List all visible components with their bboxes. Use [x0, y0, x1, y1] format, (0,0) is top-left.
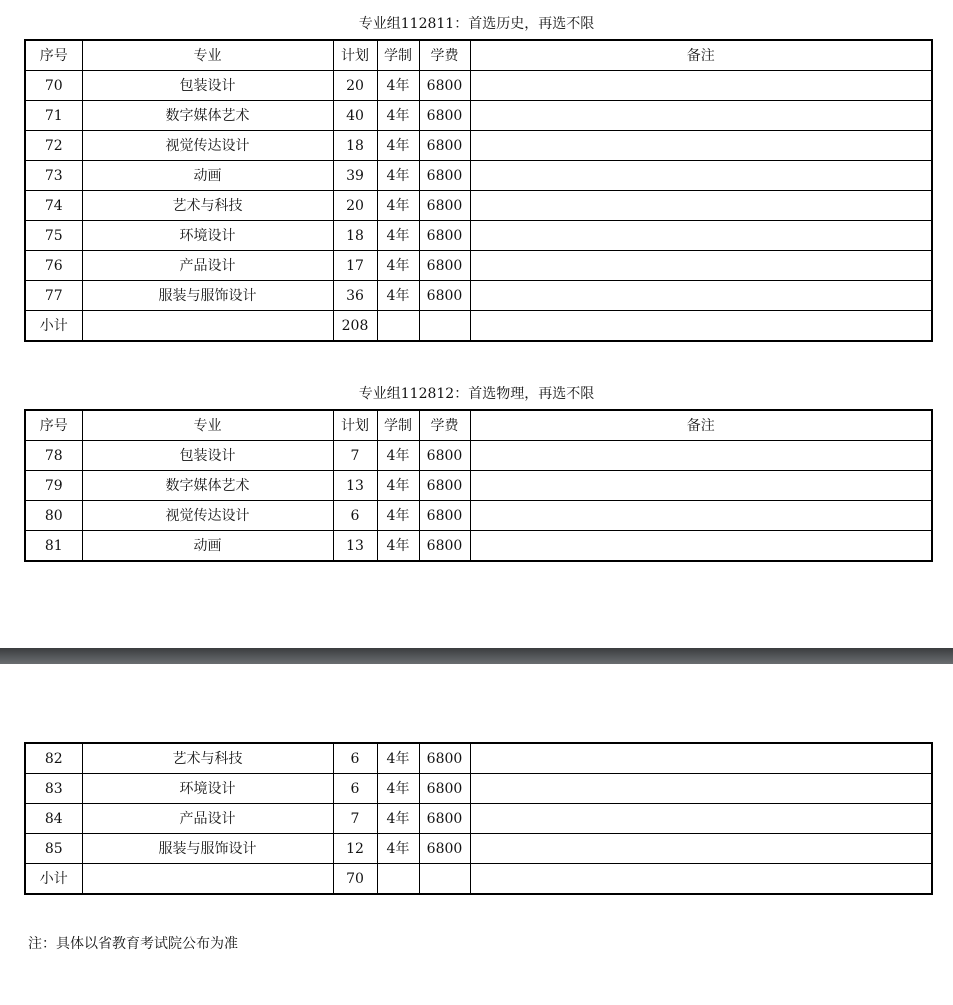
cell-tuition: 6800 [419, 191, 470, 221]
cell-duration: 学制 [377, 410, 419, 441]
cell-major [82, 864, 333, 895]
cell-duration: 4年 [377, 71, 419, 101]
table-row [25, 531, 932, 562]
cell-remarks [470, 71, 932, 101]
cell-major: 动画 [82, 161, 333, 191]
table-row [25, 101, 932, 131]
cell-tuition: 6800 [419, 131, 470, 161]
cell-plan: 7 [333, 441, 377, 471]
table-header-row [25, 410, 932, 441]
cell-duration: 4年 [377, 471, 419, 501]
cell-remarks [470, 221, 932, 251]
cell-major: 包装设计 [82, 441, 333, 471]
cell-index: 73 [25, 161, 82, 191]
table-row [25, 281, 932, 311]
table-row [25, 251, 932, 281]
cell-duration: 4年 [377, 281, 419, 311]
cell-major: 产品设计 [82, 251, 333, 281]
cell-plan: 208 [333, 311, 377, 342]
cell-plan: 12 [333, 834, 377, 864]
cell-tuition [419, 864, 470, 895]
cell-major: 专业 [82, 40, 333, 71]
cell-index: 小计 [25, 311, 82, 342]
cell-tuition: 6800 [419, 251, 470, 281]
cell-remarks [470, 251, 932, 281]
cell-duration: 4年 [377, 131, 419, 161]
cell-plan: 7 [333, 804, 377, 834]
table-row [25, 743, 932, 774]
cell-duration: 4年 [377, 743, 419, 774]
cell-remarks [470, 441, 932, 471]
cell-index: 82 [25, 743, 82, 774]
cell-duration: 4年 [377, 191, 419, 221]
cell-remarks [470, 311, 932, 342]
cell-plan: 13 [333, 531, 377, 562]
cell-major: 产品设计 [82, 804, 333, 834]
cell-index: 序号 [25, 410, 82, 441]
cell-remarks [470, 743, 932, 774]
page-break-bar [0, 648, 953, 664]
cell-remarks [470, 161, 932, 191]
cell-plan: 计划 [333, 40, 377, 71]
cell-duration: 4年 [377, 531, 419, 562]
cell-plan: 6 [333, 501, 377, 531]
cell-index: 76 [25, 251, 82, 281]
cell-index: 74 [25, 191, 82, 221]
cell-index: 85 [25, 834, 82, 864]
cell-duration [377, 864, 419, 895]
cell-plan: 20 [333, 191, 377, 221]
cell-remarks [470, 774, 932, 804]
cell-tuition: 6800 [419, 501, 470, 531]
cell-plan: 36 [333, 281, 377, 311]
cell-major [82, 311, 333, 342]
cell-index: 序号 [25, 40, 82, 71]
cell-index: 80 [25, 501, 82, 531]
cell-index: 84 [25, 804, 82, 834]
cell-major: 视觉传达设计 [82, 501, 333, 531]
cell-plan: 6 [333, 743, 377, 774]
cell-remarks [470, 131, 932, 161]
table-row [25, 804, 932, 834]
group1-table [24, 39, 933, 342]
cell-major: 数字媒体艺术 [82, 101, 333, 131]
cell-plan: 计划 [333, 410, 377, 441]
cell-major: 数字媒体艺术 [82, 471, 333, 501]
cell-index: 70 [25, 71, 82, 101]
cell-duration: 4年 [377, 441, 419, 471]
cell-duration: 4年 [377, 774, 419, 804]
cell-plan: 18 [333, 131, 377, 161]
cell-major: 服装与服饰设计 [82, 834, 333, 864]
cell-plan: 18 [333, 221, 377, 251]
cell-duration [377, 311, 419, 342]
cell-tuition [419, 311, 470, 342]
cell-duration: 4年 [377, 834, 419, 864]
group2-table-page1 [24, 409, 933, 562]
cell-plan: 6 [333, 774, 377, 804]
cell-tuition: 6800 [419, 71, 470, 101]
cell-plan: 70 [333, 864, 377, 895]
cell-remarks [470, 531, 932, 562]
table-row [25, 834, 932, 864]
cell-tuition: 6800 [419, 221, 470, 251]
cell-index: 小计 [25, 864, 82, 895]
cell-major: 艺术与科技 [82, 191, 333, 221]
cell-tuition: 学费 [419, 40, 470, 71]
table-row [25, 441, 932, 471]
cell-tuition: 6800 [419, 743, 470, 774]
cell-duration: 4年 [377, 101, 419, 131]
cell-tuition: 6800 [419, 101, 470, 131]
cell-remarks [470, 191, 932, 221]
group2-table-page2 [24, 742, 933, 895]
cell-plan: 39 [333, 161, 377, 191]
cell-index: 77 [25, 281, 82, 311]
cell-duration: 4年 [377, 804, 419, 834]
cell-remarks: 备注 [470, 40, 932, 71]
table-row [25, 191, 932, 221]
cell-duration: 4年 [377, 161, 419, 191]
table-row [25, 471, 932, 501]
cell-tuition: 6800 [419, 471, 470, 501]
cell-plan: 17 [333, 251, 377, 281]
subtotal-row [25, 311, 932, 342]
cell-tuition: 6800 [419, 281, 470, 311]
cell-index: 71 [25, 101, 82, 131]
table-row [25, 161, 932, 191]
table-row [25, 71, 932, 101]
cell-duration: 4年 [377, 501, 419, 531]
cell-tuition: 6800 [419, 774, 470, 804]
table-row [25, 131, 932, 161]
cell-index: 81 [25, 531, 82, 562]
table-row [25, 221, 932, 251]
cell-remarks [470, 281, 932, 311]
cell-remarks: 备注 [470, 410, 932, 441]
subtotal-row [25, 864, 932, 895]
cell-major: 环境设计 [82, 221, 333, 251]
cell-remarks [470, 471, 932, 501]
table-header-row [25, 40, 932, 71]
cell-plan: 20 [333, 71, 377, 101]
cell-major: 服装与服饰设计 [82, 281, 333, 311]
cell-remarks [470, 101, 932, 131]
cell-tuition: 6800 [419, 531, 470, 562]
cell-index: 78 [25, 441, 82, 471]
cell-tuition: 6800 [419, 804, 470, 834]
table-row [25, 501, 932, 531]
cell-major: 环境设计 [82, 774, 333, 804]
group2-caption: 专业组112812：首选物理，再选不限 [358, 386, 595, 402]
group1-caption: 专业组112811：首选历史，再选不限 [358, 16, 595, 32]
cell-index: 83 [25, 774, 82, 804]
cell-index: 72 [25, 131, 82, 161]
cell-duration: 4年 [377, 221, 419, 251]
cell-major: 专业 [82, 410, 333, 441]
cell-plan: 13 [333, 471, 377, 501]
cell-tuition: 6800 [419, 441, 470, 471]
table-row [25, 774, 932, 804]
cell-duration: 学制 [377, 40, 419, 71]
cell-tuition: 6800 [419, 834, 470, 864]
cell-tuition: 6800 [419, 161, 470, 191]
cell-index: 79 [25, 471, 82, 501]
cell-major: 动画 [82, 531, 333, 562]
cell-duration: 4年 [377, 251, 419, 281]
cell-major: 包装设计 [82, 71, 333, 101]
cell-plan: 40 [333, 101, 377, 131]
cell-major: 视觉传达设计 [82, 131, 333, 161]
cell-remarks [470, 804, 932, 834]
cell-major: 艺术与科技 [82, 743, 333, 774]
footer-note: 注：具体以省教育考试院公布为准 [28, 936, 238, 952]
cell-index: 75 [25, 221, 82, 251]
cell-remarks [470, 834, 932, 864]
cell-remarks [470, 501, 932, 531]
cell-tuition: 学费 [419, 410, 470, 441]
cell-remarks [470, 864, 932, 895]
